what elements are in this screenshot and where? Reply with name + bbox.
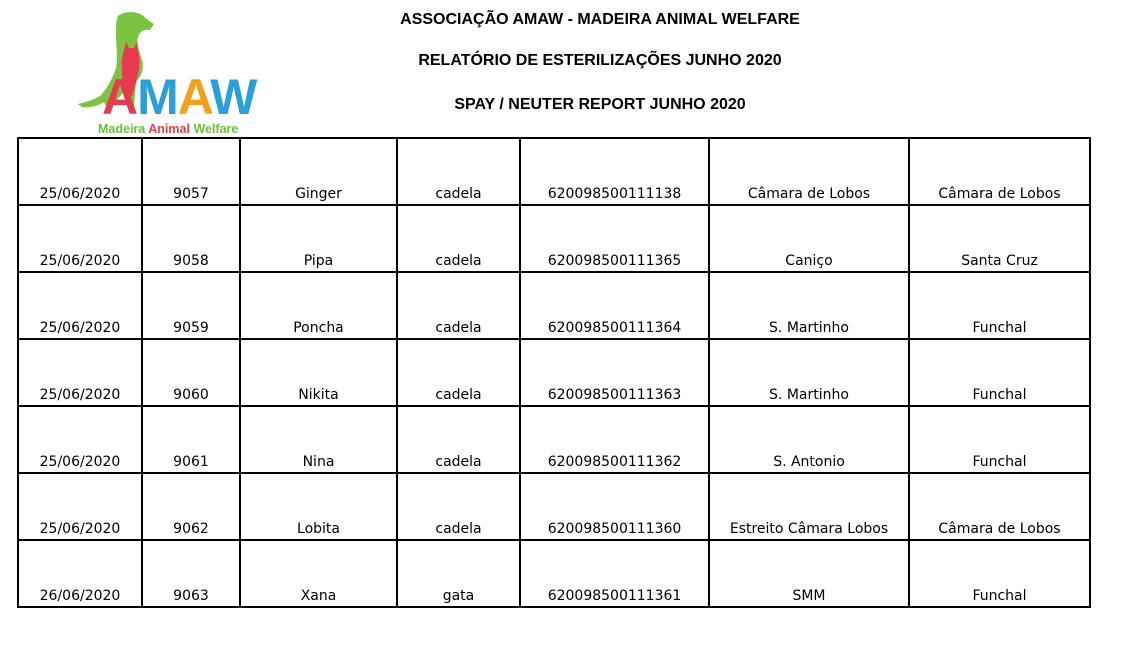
- municipality-cell: Funchal: [909, 540, 1090, 607]
- animal-type-cell: cadela: [397, 138, 520, 205]
- animal-name-cell: Nina: [240, 406, 397, 473]
- date-cell: 25/06/2020: [18, 473, 142, 540]
- municipality-cell: Funchal: [909, 406, 1090, 473]
- table-row: [18, 406, 1090, 473]
- logo-tagline: Madeira Animal Welfare: [98, 122, 239, 136]
- animal-name-cell: Poncha: [240, 272, 397, 339]
- table-row: [18, 473, 1090, 540]
- animal-type-cell: cadela: [397, 406, 520, 473]
- number-cell: 9062: [142, 473, 240, 540]
- amaw-logo: [72, 10, 262, 138]
- municipality-cell: Santa Cruz: [909, 205, 1090, 272]
- logo-wordmark: AMAW: [102, 69, 257, 125]
- date-cell: 25/06/2020: [18, 138, 142, 205]
- parish-cell: S. Martinho: [709, 272, 909, 339]
- microchip-cell: 620098500111364: [520, 272, 709, 339]
- microchip-cell: 620098500111362: [520, 406, 709, 473]
- number-cell: 9059: [142, 272, 240, 339]
- number-cell: 9061: [142, 406, 240, 473]
- animal-type-cell: cadela: [397, 473, 520, 540]
- municipality-cell: Funchal: [909, 272, 1090, 339]
- microchip-cell: 620098500111363: [520, 339, 709, 406]
- animal-name-cell: Nikita: [240, 339, 397, 406]
- microchip-cell: 620098500111360: [520, 473, 709, 540]
- microchip-cell: 620098500111365: [520, 205, 709, 272]
- microchip-cell: 620098500111361: [520, 540, 709, 607]
- parish-cell: Câmara de Lobos: [709, 138, 909, 205]
- number-cell: 9057: [142, 138, 240, 205]
- date-cell: 25/06/2020: [18, 406, 142, 473]
- number-cell: 9058: [142, 205, 240, 272]
- animal-name-cell: Pipa: [240, 205, 397, 272]
- municipality-cell: Câmara de Lobos: [909, 473, 1090, 540]
- date-cell: 26/06/2020: [18, 540, 142, 607]
- date-cell: 25/06/2020: [18, 205, 142, 272]
- table-row: [18, 272, 1090, 339]
- parish-cell: S. Antonio: [709, 406, 909, 473]
- parish-cell: S. Martinho: [709, 339, 909, 406]
- animal-type-cell: cadela: [397, 205, 520, 272]
- parish-cell: Estreito Câmara Lobos: [709, 473, 909, 540]
- parish-cell: SMM: [709, 540, 909, 607]
- report-title-en: SPAY / NEUTER REPORT JUNHO 2020: [454, 96, 746, 113]
- table-body: [18, 138, 1090, 607]
- parish-cell: Caniço: [709, 205, 909, 272]
- date-cell: 25/06/2020: [18, 272, 142, 339]
- animal-type-cell: cadela: [397, 339, 520, 406]
- animal-name-cell: Ginger: [240, 138, 397, 205]
- number-cell: 9060: [142, 339, 240, 406]
- municipality-cell: Câmara de Lobos: [909, 138, 1090, 205]
- municipality-cell: Funchal: [909, 339, 1090, 406]
- animal-name-cell: Lobita: [240, 473, 397, 540]
- microchip-cell: 620098500111138: [520, 138, 709, 205]
- number-cell: 9063: [142, 540, 240, 607]
- animal-type-cell: gata: [397, 540, 520, 607]
- animal-name-cell: Xana: [240, 540, 397, 607]
- table-row: [18, 205, 1090, 272]
- animal-type-cell: cadela: [397, 272, 520, 339]
- report-title-pt: RELATÓRIO DE ESTERILIZAÇÕES JUNHO 2020: [418, 52, 782, 69]
- organization-title: ASSOCIAÇÃO AMAW - MADEIRA ANIMAL WELFARE: [400, 11, 800, 28]
- table-row: [18, 540, 1090, 607]
- table-row: [18, 138, 1090, 205]
- sterilization-table: [17, 137, 1091, 608]
- table-row: [18, 339, 1090, 406]
- date-cell: 25/06/2020: [18, 339, 142, 406]
